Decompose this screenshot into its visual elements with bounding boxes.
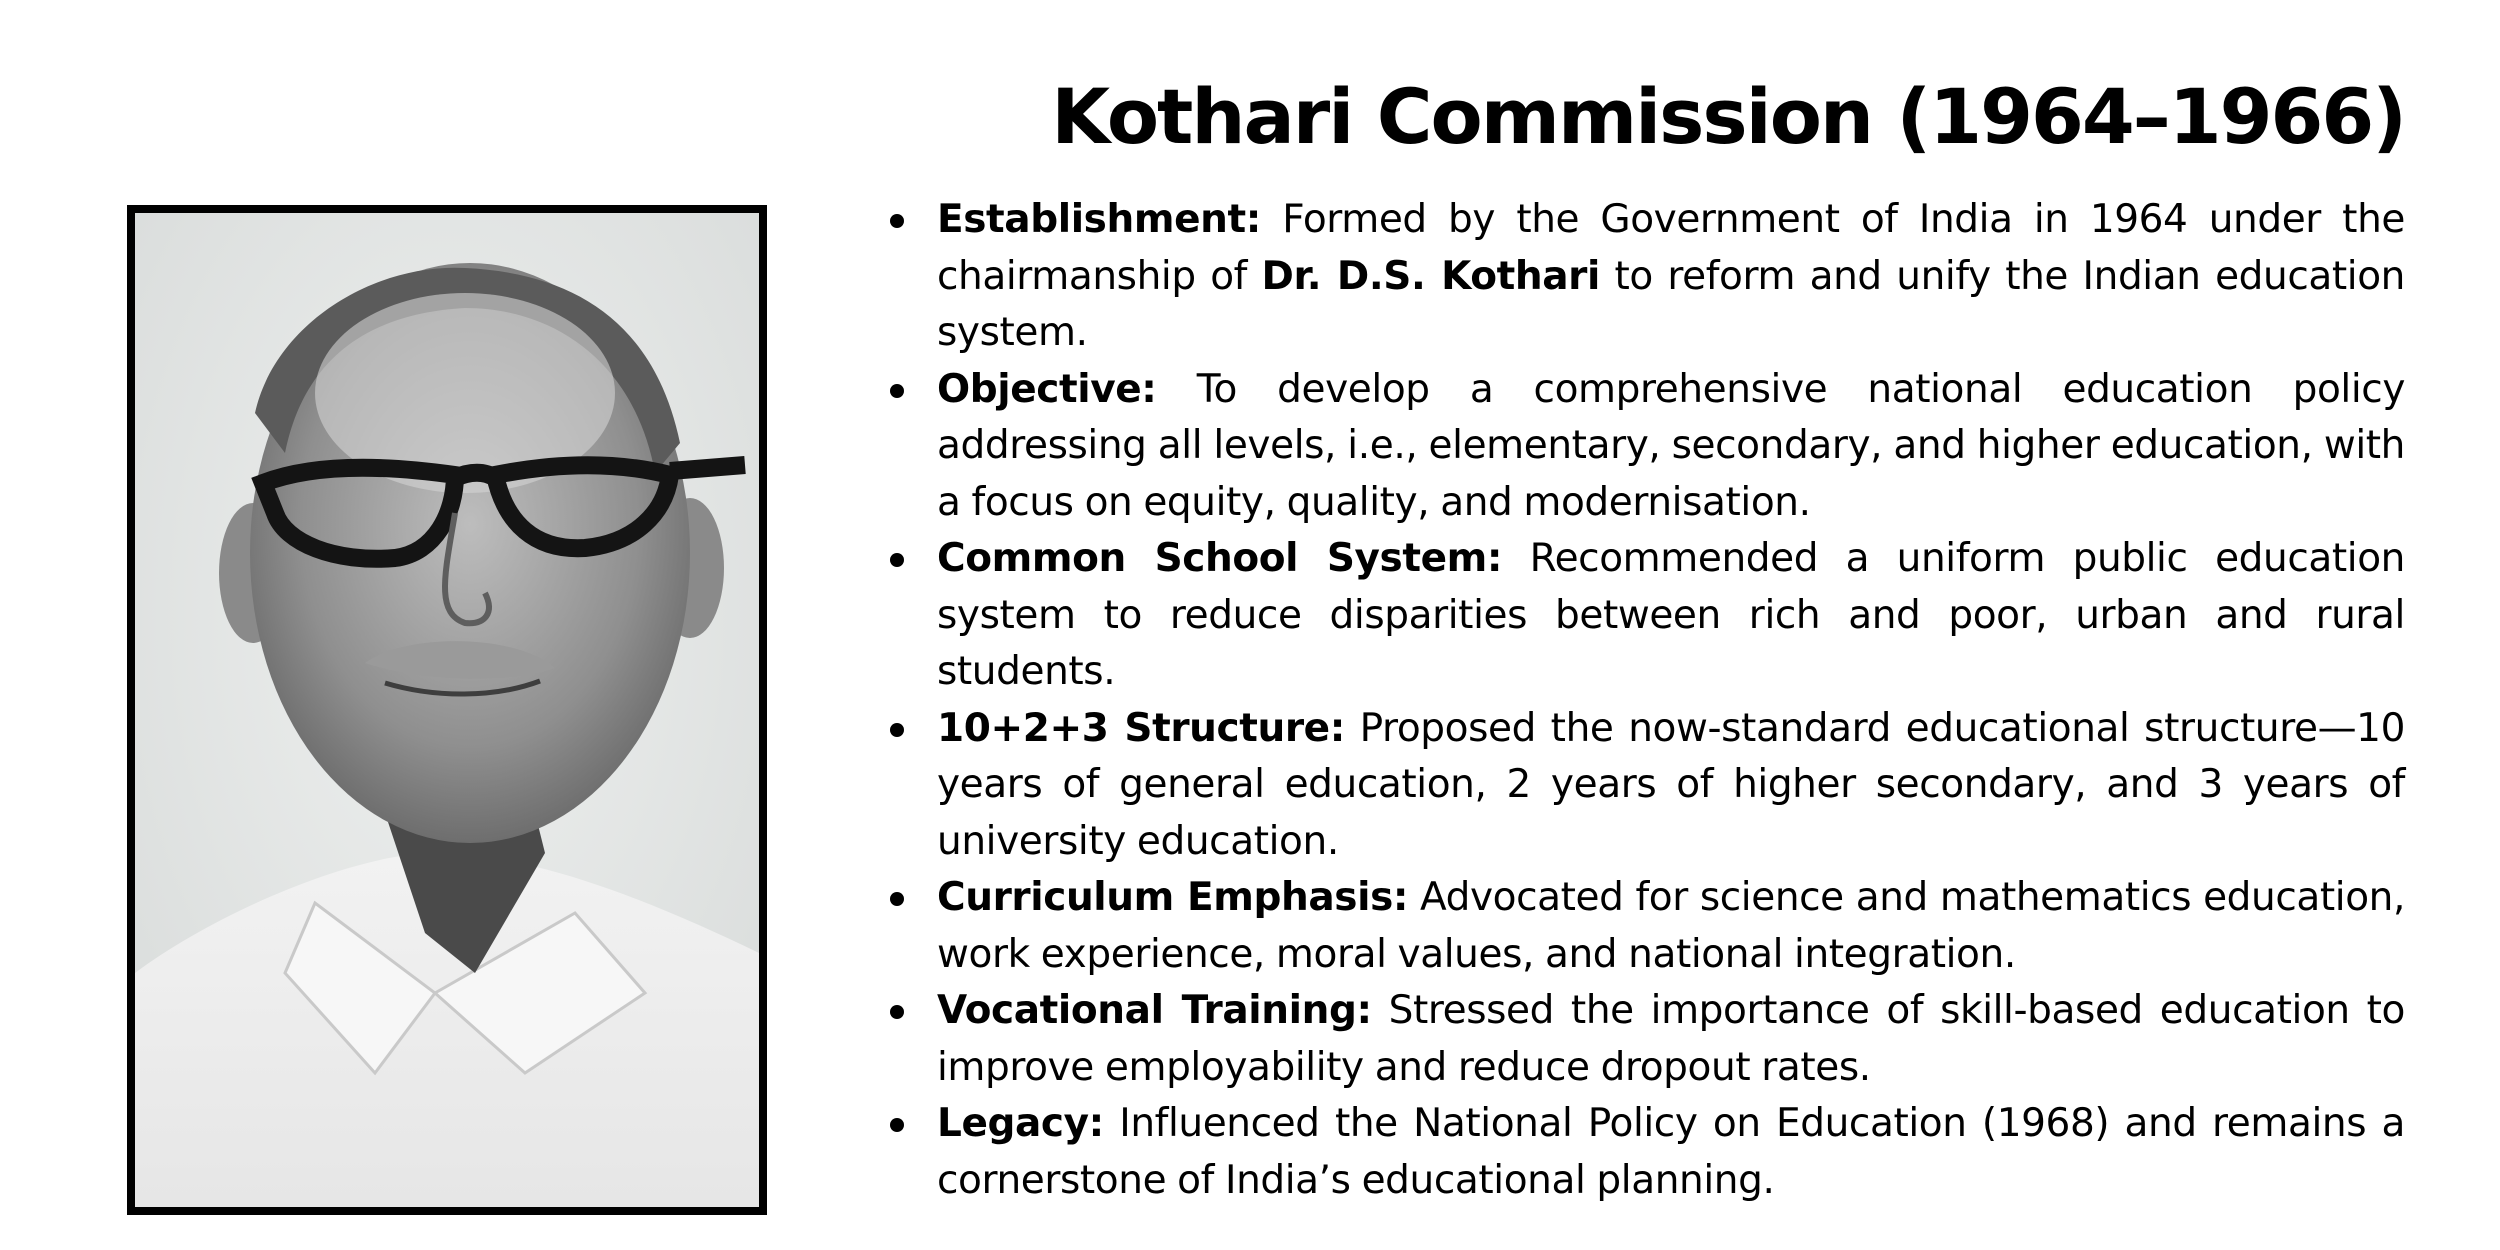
item-text: To develop a comprehensive national education policy addressing all levels, i.e., elementary, secondary, and higher education, with a focus on equity, quality, and modernisation. bbox=[937, 366, 2405, 525]
page-title: Kothari Commission (1964–1966) bbox=[1051, 72, 2405, 161]
bullet-icon bbox=[890, 553, 904, 567]
portrait-image bbox=[135, 213, 759, 1207]
bullet-icon bbox=[890, 1005, 904, 1019]
key-points-list bbox=[937, 192, 2405, 1209]
bullet-icon bbox=[890, 892, 904, 906]
item-text: Stressed the importance of skill-based education to improve employability and reduce dropout rates. bbox=[937, 988, 2405, 1090]
item-label: Curriculum Emphasis: bbox=[937, 875, 1409, 920]
item-text: Recommended a uniform public education system to reduce disparities between rich and poor, urban and rural students. bbox=[937, 536, 2405, 694]
list-item-objective bbox=[937, 362, 2405, 532]
list-item-vocational-training bbox=[937, 983, 2405, 1096]
item-label: Legacy: bbox=[937, 1101, 1104, 1146]
bullet-icon bbox=[890, 1118, 904, 1132]
item-text: Influenced the National Policy on Education (1968) and remains a cornerstone of India’s educational planning. bbox=[937, 1101, 2405, 1203]
list-item-common-school-system bbox=[937, 531, 2405, 701]
list-item-establishment bbox=[937, 192, 2405, 362]
item-label: 10+2+3 Structure: bbox=[937, 705, 1345, 751]
bullet-icon bbox=[890, 214, 904, 228]
portrait-photo bbox=[127, 205, 767, 1215]
bullet-icon bbox=[890, 723, 904, 737]
item-label: Common School System: bbox=[937, 536, 1503, 581]
item-label: Vocational Training: bbox=[937, 988, 1372, 1033]
item-emphasis: Dr. D.S. Kothari bbox=[1261, 253, 1600, 299]
item-text: Formed by the Government of India in 1964 under the chairmanship of bbox=[937, 197, 2405, 299]
item-label: Objective: bbox=[937, 366, 1157, 412]
list-item-curriculum-emphasis bbox=[937, 870, 2405, 983]
item-text: to reform and unify the Indian education system. bbox=[937, 253, 2405, 355]
bullet-icon bbox=[890, 384, 904, 398]
item-text: Proposed the now-standard educational structure—10 years of general education, 2 years of higher secondary, and 3 years of university education. bbox=[937, 705, 2405, 864]
item-text: Advocated for science and mathematics education, work experience, moral values, and national integration. bbox=[937, 875, 2405, 977]
list-item-legacy bbox=[937, 1096, 2405, 1209]
list-item-structure bbox=[937, 701, 2405, 871]
item-label: Establishment: bbox=[937, 197, 1261, 242]
